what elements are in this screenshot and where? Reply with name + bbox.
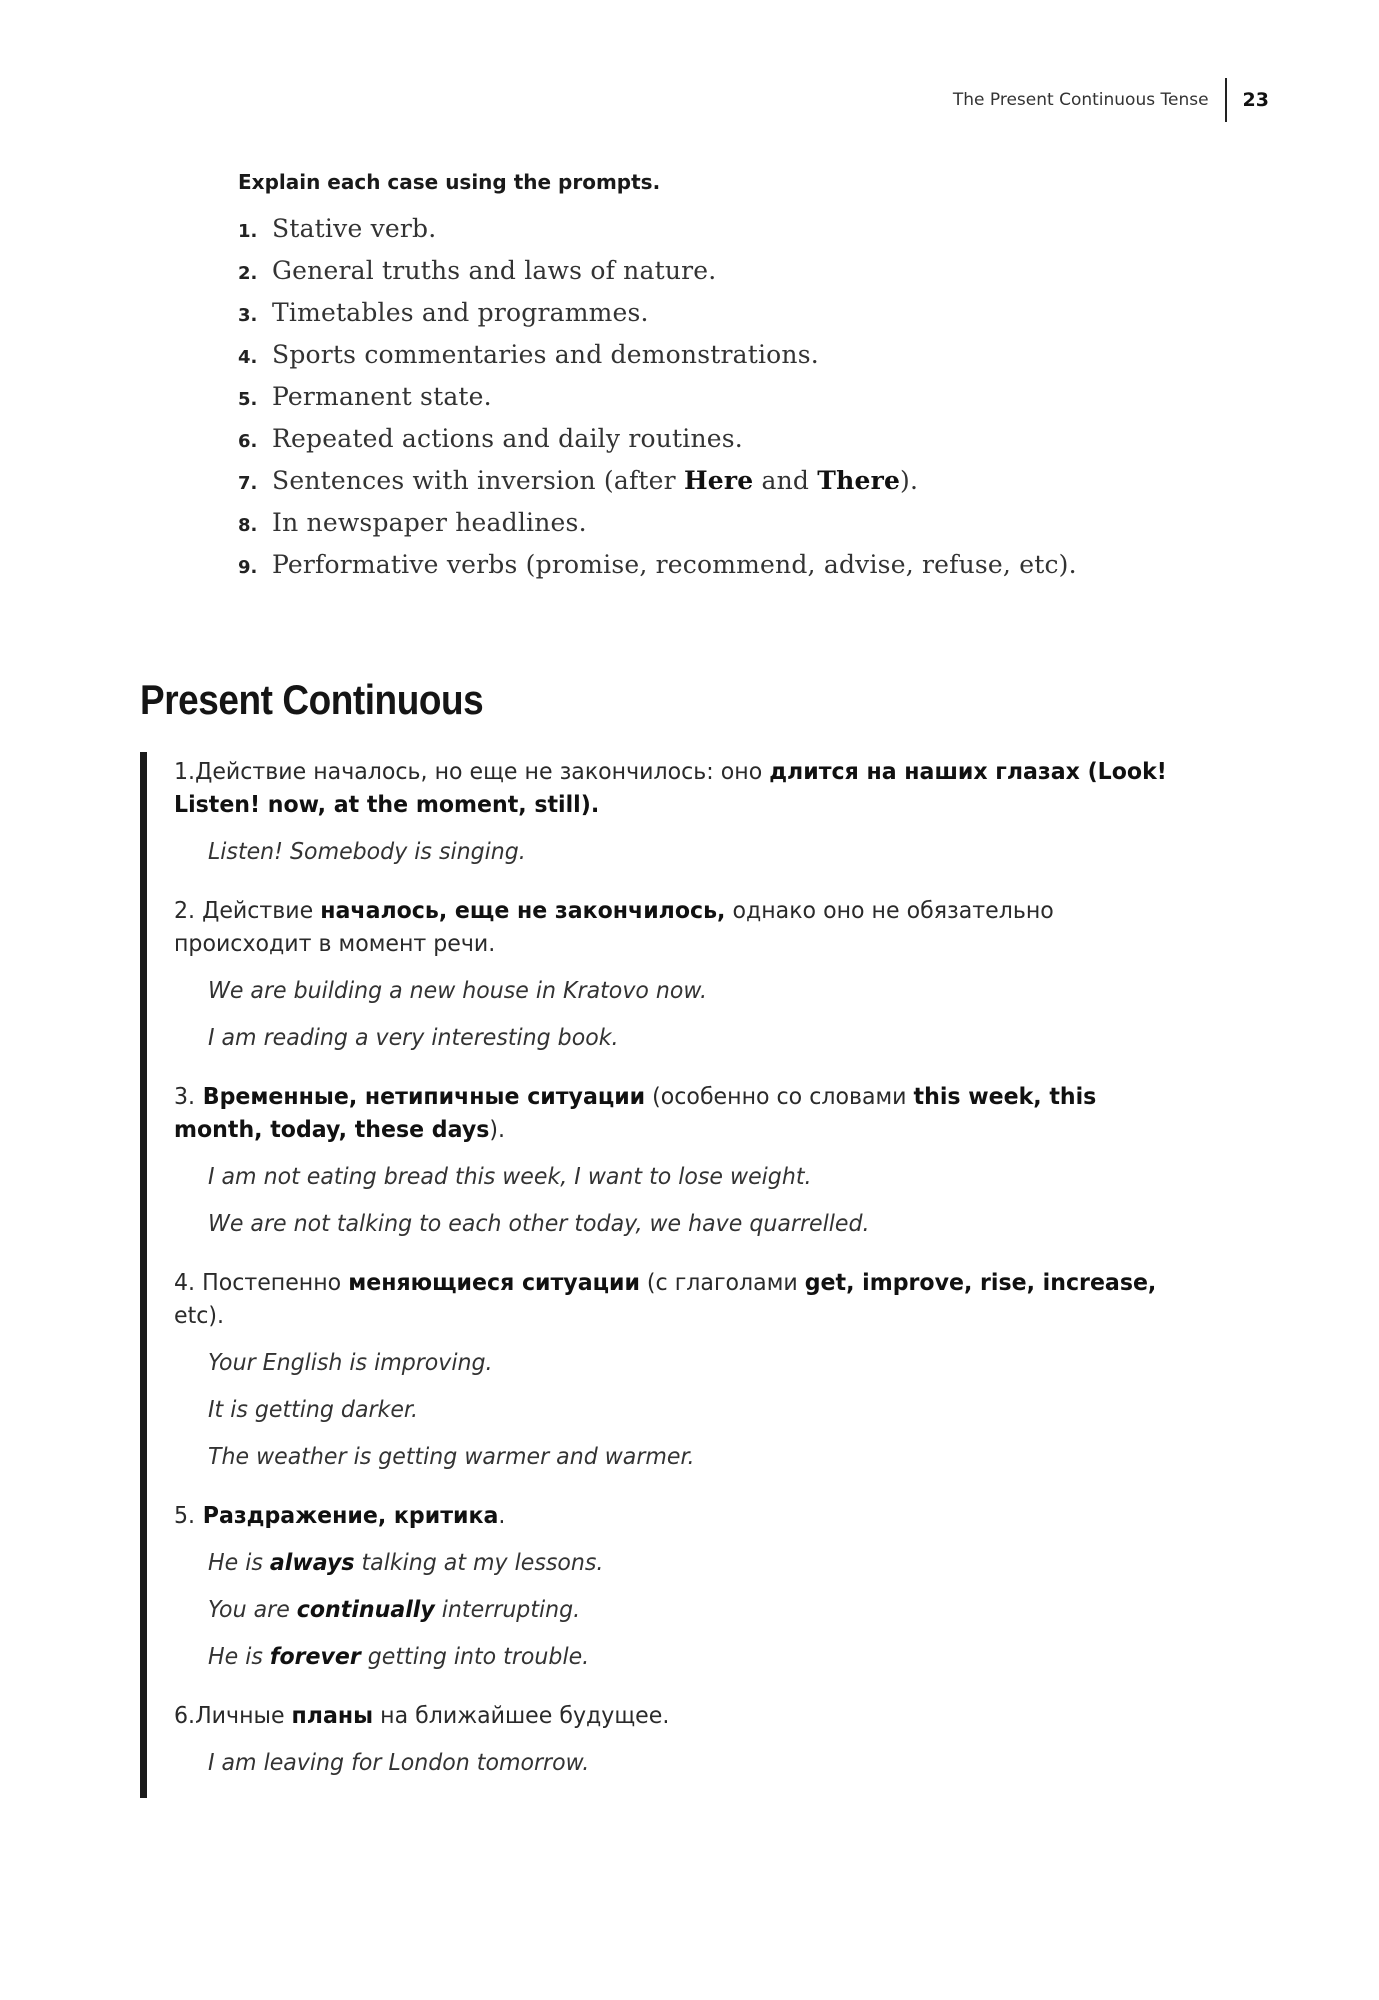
list-item	[238, 256, 1077, 298]
list-item	[238, 466, 1077, 508]
example-sentence: I am leaving for London tomorrow.	[208, 1750, 590, 1776]
prompt-list	[238, 214, 1077, 592]
item-text: Repeated actions and daily routines.	[272, 424, 743, 453]
item-text: Sentences with inversion (after Here and There).	[272, 466, 919, 495]
rule-text: 3. Временные, нетипичные ситуации (особенно со словами this week, this month, today, these days).	[174, 1084, 1097, 1143]
running-title: The Present Continuous Tense	[952, 90, 1209, 110]
rule-text: 2. Действие началось, еще не закончилось, однако оно не обязательно происходит в момент речи.	[174, 898, 1054, 957]
example-sentence: We are building a new house in Kratovo now.	[208, 978, 708, 1004]
rule-text: 1.Действие началось, но еще не закончилось: оно длится на наших глазах (Look! Listen! now, at the moment, still).	[174, 759, 1167, 818]
rule-text: 6.Личные планы на ближайшее будущее.	[174, 1703, 670, 1729]
list-item	[238, 550, 1077, 592]
example-sentence: You are continually interrupting.	[208, 1597, 581, 1623]
item-text: Sports commentaries and demonstrations.	[272, 340, 819, 369]
bold-there: There	[817, 466, 901, 495]
example-sentence: He is always talking at my lessons.	[208, 1550, 604, 1576]
item-number: 4.	[238, 347, 258, 368]
rule-6	[174, 1700, 1234, 1780]
example-sentence: Listen! Somebody is singing.	[208, 839, 526, 865]
list-item	[238, 214, 1077, 256]
item-number: 1.	[238, 221, 258, 242]
item-text: Stative verb.	[272, 214, 437, 243]
item-text: Timetables and programmes.	[272, 298, 649, 327]
list-item	[238, 382, 1077, 424]
rules-block	[174, 756, 1234, 1806]
rule-2	[174, 895, 1234, 1055]
item-number: 6.	[238, 431, 258, 452]
example-sentence: Your English is improving.	[208, 1350, 493, 1376]
example-sentence: I am not eating bread this week, I want to lose weight.	[208, 1164, 812, 1190]
item-number: 7.	[238, 473, 258, 494]
page-number: 23	[1242, 89, 1269, 111]
list-item	[238, 340, 1077, 382]
item-number: 5.	[238, 389, 258, 410]
bold-here: Here	[683, 466, 754, 495]
rule-1	[174, 756, 1234, 869]
example-sentence: He is forever getting into trouble.	[208, 1644, 590, 1670]
rules-sidebar-bar	[140, 752, 147, 1798]
item-number: 3.	[238, 305, 258, 326]
item-text: Permanent state.	[272, 382, 492, 411]
list-item	[238, 508, 1077, 550]
rule-4	[174, 1267, 1234, 1474]
rule-5	[174, 1500, 1234, 1674]
example-sentence: It is getting darker.	[208, 1397, 418, 1423]
item-text: Performative verbs (promise, recommend, advise, refuse, etc).	[272, 550, 1077, 579]
page-header	[953, 78, 1269, 122]
item-number: 9.	[238, 557, 258, 578]
item-text: In newspaper headlines.	[272, 508, 587, 537]
rule-text: 5. Раздражение, критика.	[174, 1503, 506, 1529]
exercise-instruction: Explain each case using the prompts.	[238, 170, 661, 194]
item-number: 2.	[238, 263, 258, 284]
example-sentence: We are not talking to each other today, we have quarrelled.	[208, 1211, 870, 1237]
item-number: 8.	[238, 515, 258, 536]
rule-3	[174, 1081, 1234, 1241]
rule-text: 4. Постепенно меняющиеся ситуации (с глаголами get, improve, rise, increase, etc).	[174, 1270, 1157, 1329]
item-text: General truths and laws of nature.	[272, 256, 717, 285]
example-sentence: I am reading a very interesting book.	[208, 1025, 619, 1051]
list-item	[238, 424, 1077, 466]
section-title: Present Continuous	[140, 676, 484, 723]
list-item	[238, 298, 1077, 340]
example-sentence: The weather is getting warmer and warmer.	[208, 1444, 695, 1470]
